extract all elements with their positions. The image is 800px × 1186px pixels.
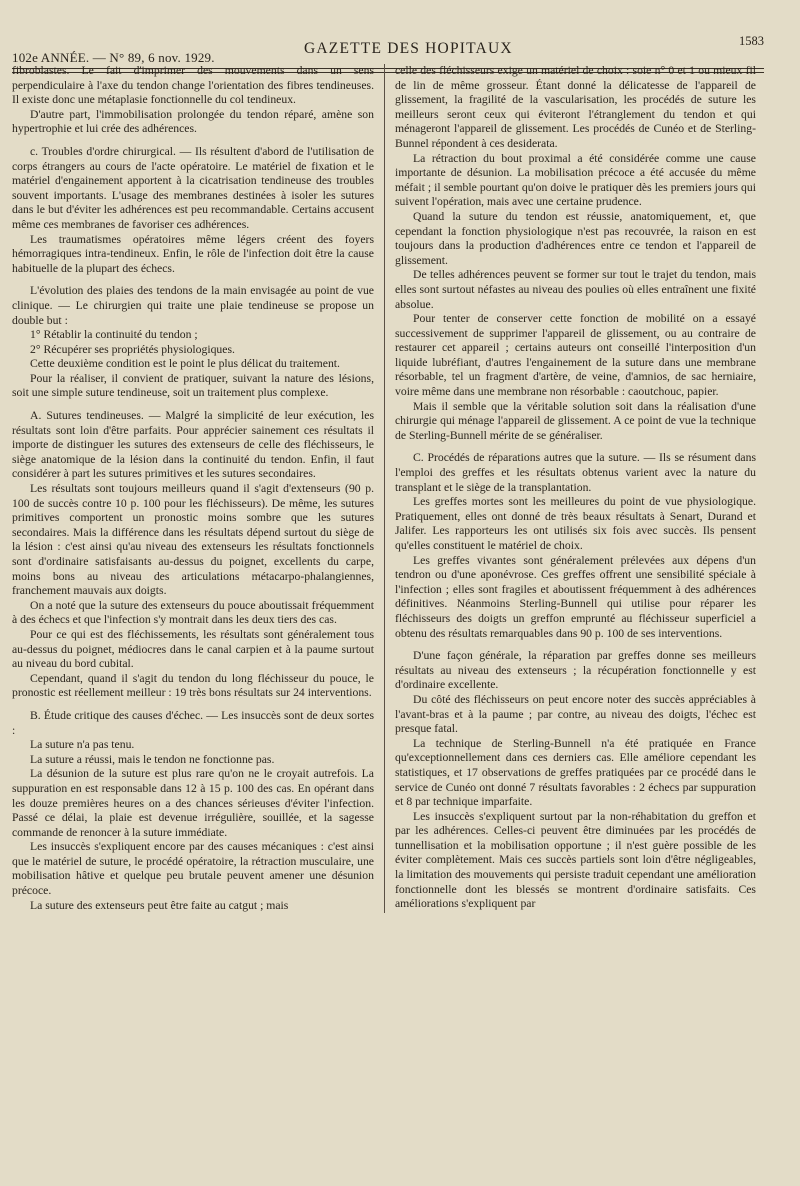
paragraph: Les greffes vivantes sont généralement prélevées aux dépens d'un tendron ou d'une aponévrose. Ces greffes offrent une sensibilité spéciale à l'infection ; elles sont fragiles et aboutissent fréquemment à des adhérences définitives. Néanmoins Sterling-Bunnell qui utilise pour réparer les fléchisseurs des doigts un greffon emprunté au fléchisseur superficiel a obtenu des résultats remarquables dans 90 p. 100 de ses interventions. [395, 553, 756, 640]
paragraph: Les résultats sont toujours meilleurs quand il s'agit d'extenseurs (90 p. 100 de succès contre 10 p. 100 pour les fléchisseurs). De même, les sutures primitives comportent un pronostic moins sombre que les sutures secondaires. Mais la différence dans les résultats dépend surtout du siège de la lésion : c'est ainsi qu'au niveau des extenseurs les résultats fonctionnels sont d'ordinaire satisfaisants au-dessus du poignet, excellents du carpe, moins bons au niveau des articulations métacarpo-phalangiennes, franchement mauvais aux doigts. [12, 482, 374, 598]
paragraph: Les greffes mortes sont les meilleures du point de vue physiologique. Pratiquement, elles ont donné de très beaux résultats à Senart, Durand et Jalifer. Les rapporteurs les ont utilisés six fois avec succès. Ils pensent qu'elles constituent le matériel de choix. [395, 495, 756, 552]
paragraph: A. Sutures tendineuses. — Malgré la simplicité de leur exécution, les résultats sont loin d'être parfaits. Pour apprécier sainement ces résultats il importe de distinguer les sutures des extenseurs de celle des fléchisseurs, le siège anatomique de la lésion dans la continuité du tendon. Enfin, il faut considérer à part les sutures primitives et les sutures secondaires. [12, 409, 374, 481]
paragraph: Cependant, quand il s'agit du tendon du long fléchisseur du pouce, le pronostic est réellement meilleur : 19 très bons résultats sur 24 interventions. [12, 671, 374, 700]
paragraph: c. Troubles d'ordre chirurgical. — Ils résultent d'abord de l'utilisation de corps étrangers au cours de l'acte opératoire. Le matériel de fixation et le matériel d'engainement apportent à la cicatrisation tendineuse des troubles souvent importants. L'usage des membranes destinées à isoler les sutures dans le but d'éviter les adhérences est peu recommandable. Certains accusent même ces membranes de favoriser ces adhérences. [12, 144, 374, 231]
paragraph: C. Procédés de réparations autres que la suture. — Ils se résument dans l'emploi des greffes et les résultats obtenus varient avec la nature du transplant et le siège de la transplantation. [395, 451, 756, 494]
paragraph: La technique de Sterling-Bunnell n'a été pratiquée en France qu'exceptionnellement dans ces derniers cas. Elle améliore cependant les statistiques, et 17 observations de greffes pratiquées par ce procédé dans le service de Cunéo ont donné 7 résultats favorables : 2 échecs par suppuration et 8 par technique imparfaite. [395, 736, 756, 809]
issue-info: 102e ANNÉE. — N° 89, 6 nov. 1929. [12, 50, 215, 65]
paragraph: B. Étude critique des causes d'échec. — Les insuccès sont de deux sortes : [12, 708, 374, 737]
paragraph: Du côté des fléchisseurs on peut encore noter des succès appréciables à l'avant-bras et à la paume ; par contre, au niveau des doigts, l'échec est presque fatal. [395, 692, 756, 736]
paragraph: Pour ce qui est des fléchissements, les résultats sont généralement tous au-dessus du poignet, médiocres dans le canal carpien et à la paume surtout au niveau du bord cubital. [12, 627, 374, 671]
text-columns [12, 64, 764, 913]
left-column [12, 64, 384, 913]
paragraph: fibroblastes. Le fait d'imprimer des mouvements dans un sens perpendiculaire à l'axe du tendon change l'orientation des fibres tendineuses. Il existe donc une métaplasie fonctionnelle du col tendineux. [12, 64, 374, 107]
paragraph: La suture des extenseurs peut être faite au catgut ; mais [30, 898, 289, 912]
paragraph: La suture n'a pas tenu. [30, 738, 135, 752]
paragraph: On a noté que la suture des extenseurs du pouce aboutissait fréquemment à des échecs et que l'infection s'y montrait dans les deux tiers des cas. [12, 598, 374, 627]
paragraph: D'autre part, l'immobilisation prolongée du tendon réparé, amène son hypertrophie et lui crée des adhérences. [12, 107, 374, 136]
paragraph: Pour la réaliser, il convient de pratiquer, suivant la nature des lésions, soit une simple suture tendineuse, soit un traitement plus complexe. [12, 371, 374, 400]
paragraph: La désunion de la suture est plus rare qu'on ne le croyait autrefois. La suppuration en est responsable dans 12 à 15 p. 100 des cas. En opérant dans les douze premières heures on a des chances sérieuses d'éviter l'infection. Passé ce délai, la plaie est devenue irrégulière, souillée, et la sagesse commande de renoncer à la suture immédiate. [12, 767, 374, 839]
paragraph: La rétraction du bout proximal a été considérée comme une cause importante de désunion. La mobilisation précoce a été accusée du même méfait ; il semble pourtant qu'on doive le pratiquer dès les premiers jours qui suivent l'opération, mais avec une certaine prudence. [395, 151, 756, 209]
journal-title: GAZETTE DES HOPITAUX [304, 40, 513, 57]
paragraph: La suture a réussi, mais le tendon ne fonctionne pas. [30, 752, 275, 766]
paragraph: Pour tenter de conserver cette fonction de mobilité on a essayé successivement de supprimer l'appareil de glissement, ou au contraire de restaurer cet appareil ; certains auteurs ont conseillé l'interposition d'un liquide lubréfiant, d'autres l'engainement de la suture dans une membrane résorbable, tel un fragment d'artère, de veine, d'amnios, de sac herniaire, voire même dans une membrane non résorbable : caoutchouc, papier. [395, 312, 756, 399]
paragraph: Les insuccès s'expliquent surtout par la non-réhabitation du greffon et par les adhérences. Celles-ci peuvent être diminuées par les procédés de tunnellisation et la mobilisation opportune ; il n'est guère possible de les éviter complètement. Mais ces succès partiels sont loin d'être négligeables, la limitation des mouvements qui persiste traduit cependant une amélioration fonctionnelle dont les blessés se montrent d'ordinaire satisfaits. Ces améliorations s'expliquent par [395, 809, 756, 911]
paragraph: D'une façon générale, la réparation par greffes donne ses meilleurs résultats au niveau des extenseurs ; la récupération fonctionnelle y est d'ordinaire excellente. [395, 649, 756, 692]
paragraph: 2° Récupérer ses propriétés physiologiques. [30, 342, 235, 356]
paragraph: De telles adhérences peuvent se former sur tout le trajet du tendon, mais elles sont surtout néfastes au niveau des poulies où elles entraînent une fixité absolue. [395, 268, 756, 311]
paragraph: 1° Rétablir la continuité du tendon ; [30, 328, 198, 342]
paragraph: L'évolution des plaies des tendons de la main envisagée au point de vue clinique. — Le chirurgien qui traite une plaie tendineuse se propose un double but : [12, 284, 374, 327]
paragraph: Mais il semble que la véritable solution soit dans la réalisation d'une chirurgie qui ménage l'appareil de glissement. A ce point de vue la technique de Sterling-Bunnell mérite de se généraliser. [395, 399, 756, 442]
page-number: 1583 [739, 34, 764, 48]
right-column [384, 64, 756, 913]
page-header [12, 20, 764, 65]
paragraph: Les insuccès s'expliquent encore par des causes mécaniques : c'est ainsi que le matériel de suture, le procédé opératoire, la rétraction musculaire, une mobilisation hâtive et quelque peu brutale peuvent amener une désunion précoce. [12, 840, 374, 898]
paragraph: Cette deuxième condition est le point le plus délicat du traitement. [30, 357, 340, 371]
paragraph: celle des fléchisseurs exige un matériel de choix : soie n° 0 et 1 ou mieux fil de lin de même grosseur. Étant donné la délicatesse de l'appareil de glissement, la fragilité de la vascularisation, les procédés de suture les meilleurs seront ceux qui éviteront l'étranglement du tendon et qui ménageront l'appareil de glissement. Les procédés de Cunéo et de Sterling-Bunnel répondent à ces desiderata. [395, 64, 756, 150]
paragraph: Les traumatismes opératoires même légers créent des foyers hémorragiques intra-tendineux. Enfin, le rôle de l'infection doit être la cause habituelle de la plupart des échecs. [12, 232, 374, 275]
paragraph: Quand la suture du tendon est réussie, anatomiquement, et, que cependant la fonction physiologique n'est pas recouvrée, la raison en est toujours dans la production d'adhérences entre ce tendon et l'appareil de glissement. [395, 209, 756, 267]
